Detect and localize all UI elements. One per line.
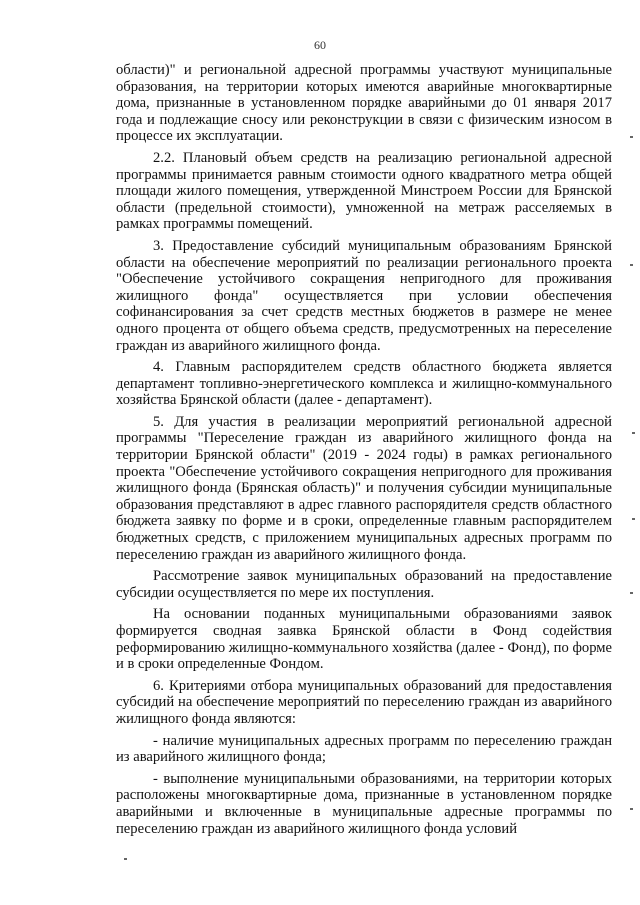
paragraph-5: 5. Для участия в реализации мероприятий региональной адресной программы "Переселение граждан из аварийного жилищного фонда на территории Брянской области" (2019 - 2024 годы) в рамках регионального проекта "Обеспечение устойчивого сокращения непригодного для проживания жилищного фонда (Брянская область)" и получения субсидии муниципальные образования представляют в адрес главного распорядителя средств областного бюджета заявку по форме и в сроки, определенные главным распорядителем бюджетных средств, с приложением муниципальных адресных программ по переселению граждан из аварийного жилищного фонда.: [116, 413, 612, 563]
document-body: [116, 62, 612, 842]
paragraph-3: 3. Предоставление субсидий муниципальным образованиям Брянской области на обеспечение мероприятий по реализации регионального проекта "Обеспечение устойчивого сокращения непригодного для проживания жилищного фонда" осуществляется при условии обеспечения софинансирования за счет средств местных бюджетов в размере не менее одного процента от общего объема средств, предусмотренных на переселение граждан из аварийного жилищного фонда.: [116, 237, 612, 354]
criterion-2: - выполнение муниципальными образованиями, на территории которых расположены многоквартирные дома, признанные в установленном порядке аварийными и включенные в муниципальные адресные программы по переселению граждан из аварийного жилищного фонда условий: [116, 770, 612, 837]
criterion-1: - наличие муниципальных адресных программ по переселению граждан из аварийного жилищного фонда;: [116, 732, 612, 766]
scan-mark: [630, 592, 633, 594]
scan-mark: [124, 858, 127, 860]
scan-mark: [632, 518, 635, 520]
scan-mark: [632, 432, 635, 434]
paragraph-review: Рассмотрение заявок муниципальных образований на предоставление субсидии осуществляется по мере их поступления.: [116, 568, 612, 601]
paragraph-6: 6. Критериями отбора муниципальных образований для предоставления субсидий на обеспечение мероприятий по переселению граждан из аварийного жилищного фонда являются:: [116, 677, 612, 727]
paragraph-1: области)" и региональной адресной программы участвуют муниципальные образования, на территории которых имеются аварийные многоквартирные дома, признанные в установленном порядке аварийными до 01 января 2017 года и подлежащие сносу или реконструкции в связи с физическим износом в процессе их эксплуатации.: [116, 62, 612, 145]
scan-mark: [630, 808, 633, 810]
scan-mark: [630, 136, 633, 138]
scan-mark: [630, 264, 633, 266]
paragraph-4: 4. Главным распорядителем средств областного бюджета является департамент топливно-энергетического комплекса и жилищно-коммунального хозяйства Брянской области (далее - департамент).: [116, 359, 612, 409]
paragraph-summary-request: На основании поданных муниципальными образованиями заявок формируется сводная заявка Брянской области в Фонд содействия реформированию жилищно-коммунального хозяйства (далее - Фонд), по форме и в сроки определенные Фондом.: [116, 606, 612, 673]
page-number: 60: [314, 38, 326, 52]
paragraph-2-2: 2.2. Плановый объем средств на реализацию региональной адресной программы принимается равным стоимости одного квадратного метра общей площади жилого помещения, утвержденной Минстроем России для Брянской области (предельной стоимости), умноженной на метраж расселяемых в рамках программы помещений.: [116, 149, 612, 233]
